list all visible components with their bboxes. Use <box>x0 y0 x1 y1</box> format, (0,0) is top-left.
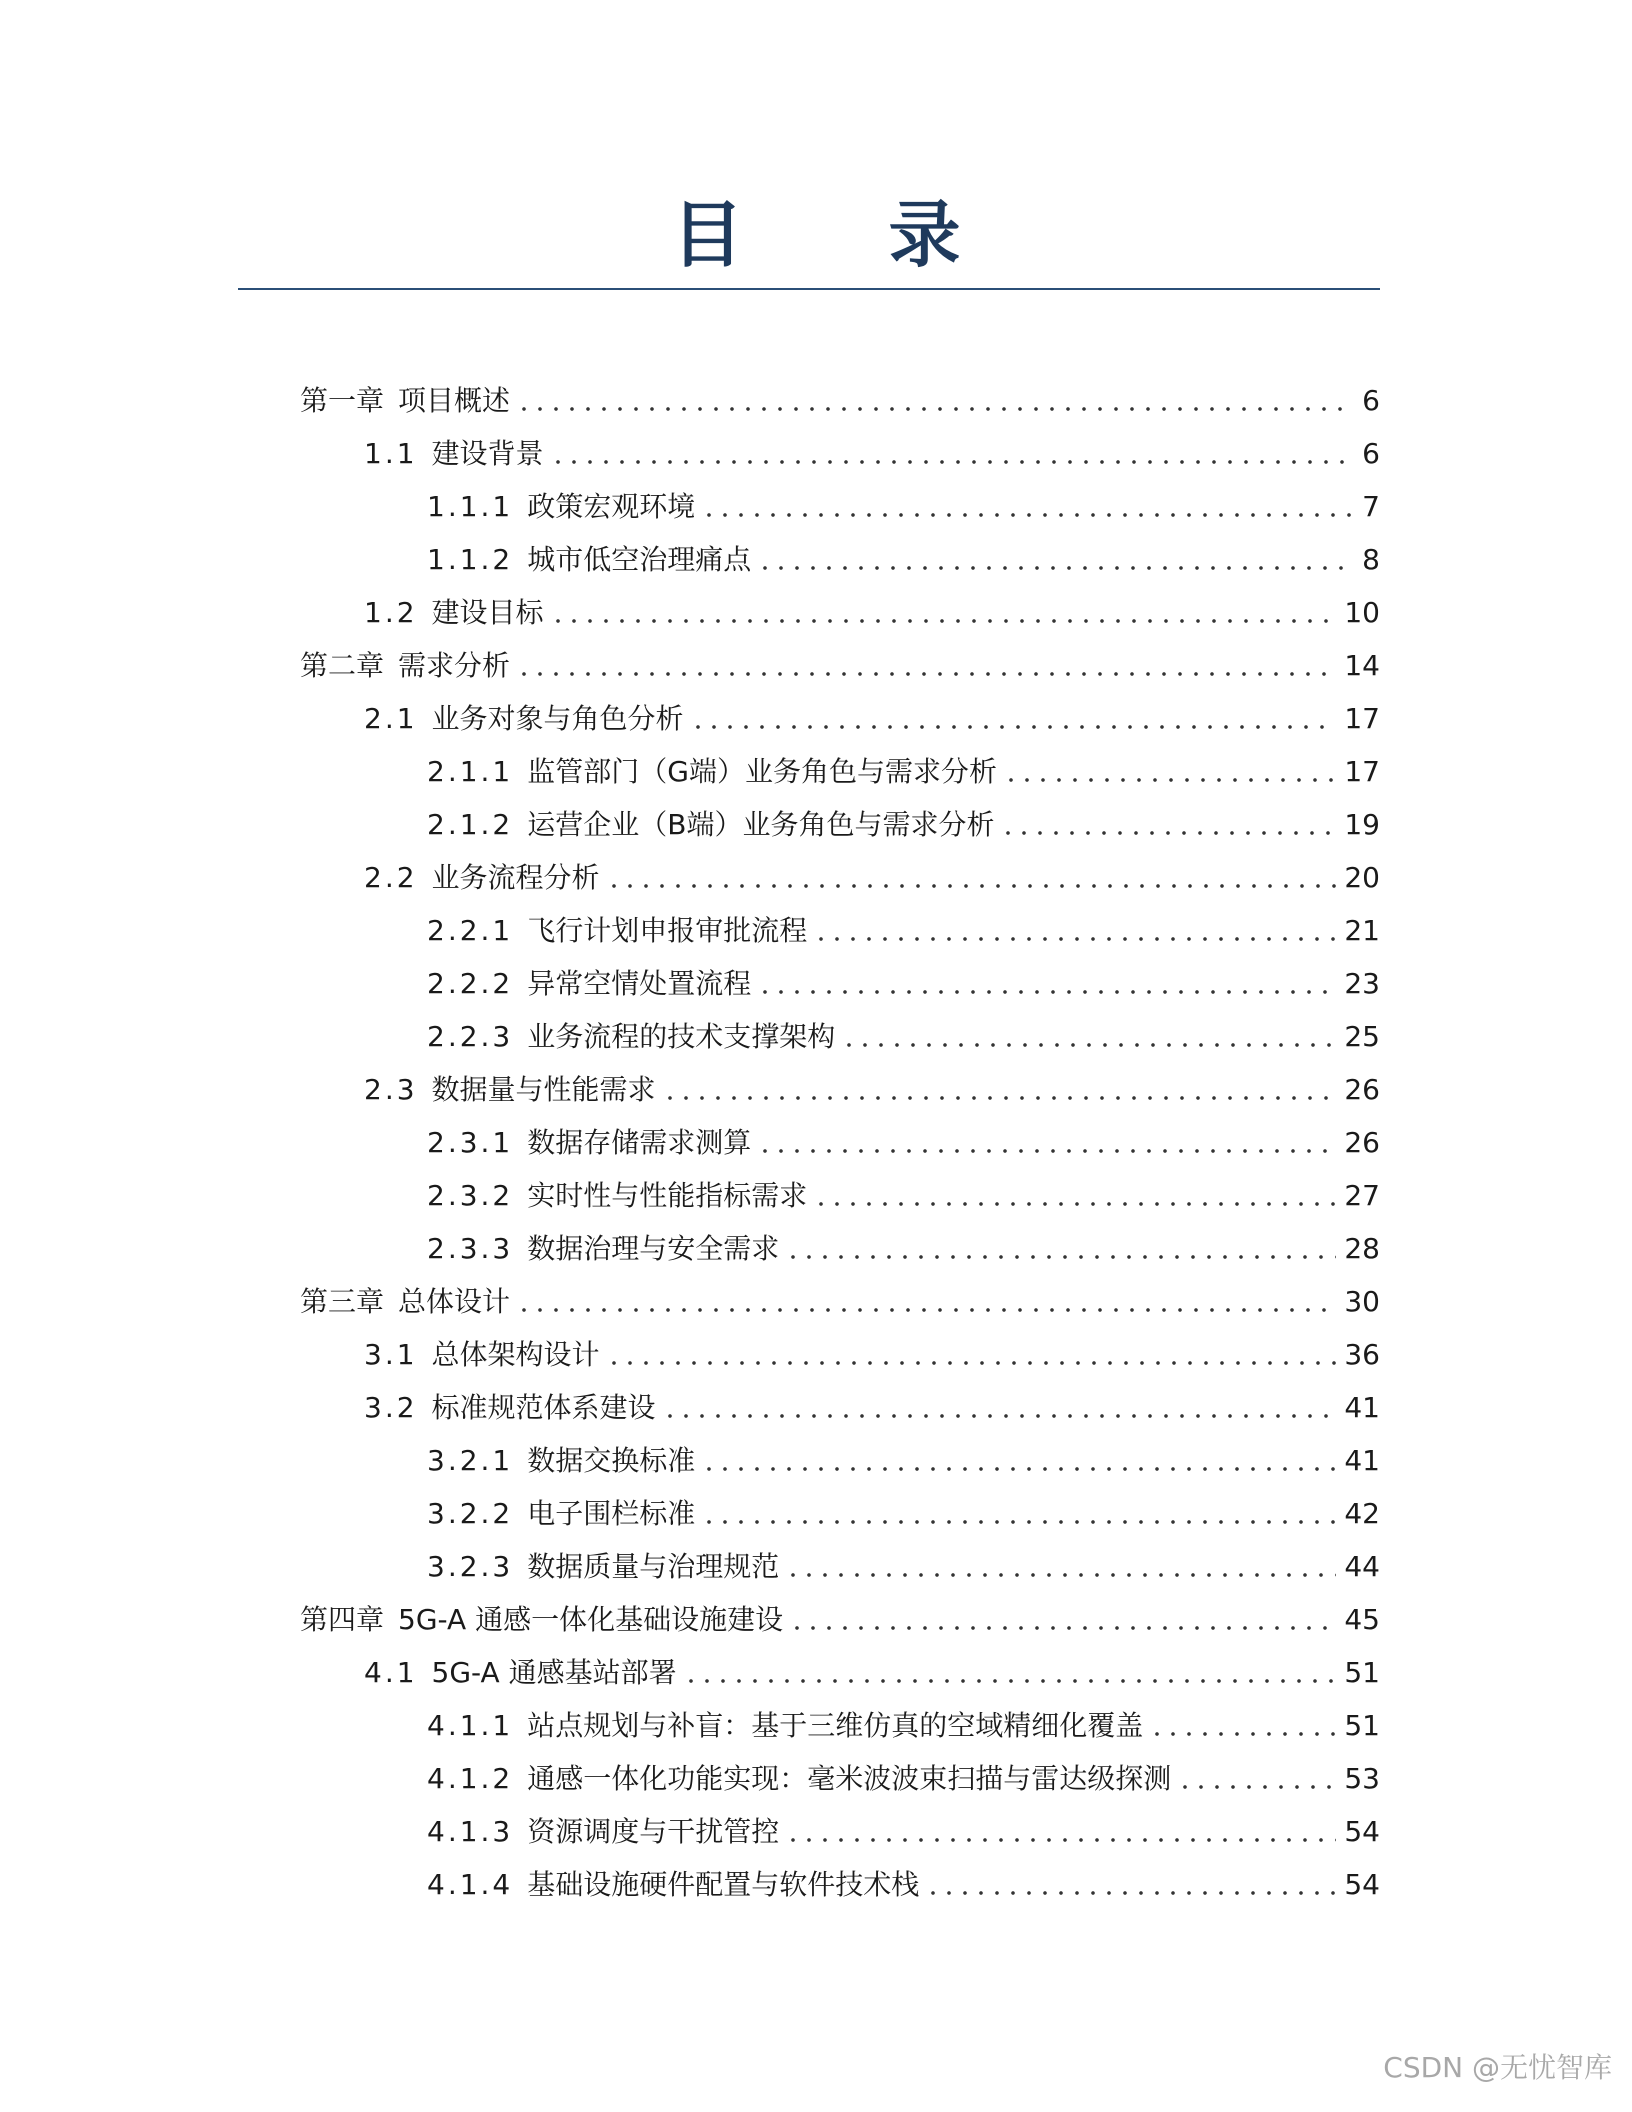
toc-entry-page-number: 54 <box>1344 1814 1380 1848</box>
toc-entry-label: 电子围栏标准 <box>527 1496 696 1530</box>
toc-entry-page-number: 20 <box>1344 860 1380 894</box>
toc-entry-label: 业务流程的技术支撑架构 <box>527 1019 836 1053</box>
toc-entry-page-number: 14 <box>1344 648 1380 682</box>
toc-entry-page-number: 10 <box>1344 595 1380 629</box>
toc-entry-number: 2.3 <box>364 1072 418 1106</box>
dot-leader <box>785 1252 1336 1262</box>
watermark: CSDN @无忧智库 <box>1383 2051 1612 2084</box>
toc-entry-number: 2.3.3 <box>427 1231 514 1265</box>
toc-entry-label: 建设背景 <box>431 436 544 470</box>
toc-entry-number: 2.2 <box>364 860 418 894</box>
toc-entry-page-number: 28 <box>1344 1231 1380 1265</box>
dot-leader <box>757 1146 1336 1156</box>
toc-entry-label: 总体架构设计 <box>431 1337 600 1371</box>
toc-entry[interactable] <box>300 1858 1380 1911</box>
toc-entry-label: 数据量与性能需求 <box>431 1072 656 1106</box>
toc-entry[interactable] <box>300 1169 1380 1222</box>
toc-entry[interactable] <box>300 904 1380 957</box>
dot-leader <box>1003 775 1336 785</box>
toc-entry-label: 数据交换标准 <box>527 1443 696 1477</box>
toc-entry-label: 基础设施硬件配置与软件技术栈 <box>527 1867 920 1901</box>
toc-entry-label: 监管部门（G端）业务角色与需求分析 <box>527 754 997 788</box>
dot-leader <box>1149 1729 1336 1739</box>
toc-entry-page-number: 41 <box>1344 1443 1380 1477</box>
toc-entry-number: 第四章 <box>300 1602 385 1636</box>
dot-leader <box>550 457 1352 467</box>
dot-leader <box>550 616 1337 626</box>
dot-leader <box>516 404 1352 414</box>
table-of-contents <box>300 374 1380 1911</box>
toc-entry-number: 第二章 <box>300 648 385 682</box>
toc-entry[interactable] <box>300 692 1380 745</box>
toc-entry[interactable] <box>300 1275 1380 1328</box>
toc-entry-page-number: 42 <box>1344 1496 1380 1530</box>
toc-entry-number: 4.1.1 <box>427 1708 514 1742</box>
dot-leader <box>662 1411 1337 1421</box>
toc-entry-label: 异常空情处置流程 <box>527 966 752 1000</box>
toc-entry-label: 总体设计 <box>398 1284 511 1318</box>
dot-leader <box>785 1835 1336 1845</box>
toc-entry[interactable] <box>300 851 1380 904</box>
toc-entry-page-number: 44 <box>1344 1549 1380 1583</box>
toc-entry[interactable] <box>300 745 1380 798</box>
toc-entry-page-number: 51 <box>1344 1708 1380 1742</box>
toc-entry[interactable] <box>300 1646 1380 1699</box>
dot-leader <box>1177 1782 1336 1792</box>
toc-entry-label: 运营企业（B端）业务角色与需求分析 <box>527 807 995 841</box>
dot-leader <box>813 934 1336 944</box>
toc-entry-number: 2.1 <box>364 701 418 735</box>
toc-entry-page-number: 17 <box>1344 754 1380 788</box>
toc-entry[interactable] <box>300 1328 1380 1381</box>
toc-entry[interactable] <box>300 480 1380 533</box>
toc-entry-page-number: 23 <box>1344 966 1380 1000</box>
toc-entry-number: 3.2.3 <box>427 1549 514 1583</box>
toc-entry[interactable] <box>300 1540 1380 1593</box>
toc-entry-page-number: 19 <box>1344 807 1380 841</box>
toc-entry[interactable] <box>300 374 1380 427</box>
toc-entry-number: 1.1 <box>364 436 418 470</box>
toc-entry-label: 项目概述 <box>398 383 511 417</box>
toc-entry-label: 城市低空治理痛点 <box>527 542 752 576</box>
dot-leader <box>662 1093 1337 1103</box>
toc-entry-label: 数据治理与安全需求 <box>527 1231 780 1265</box>
toc-entry-page-number: 17 <box>1344 701 1380 735</box>
toc-entry[interactable] <box>300 1487 1380 1540</box>
toc-entry-number: 1.1.1 <box>427 489 514 523</box>
toc-entry[interactable] <box>300 427 1380 480</box>
toc-entry-number: 2.3.2 <box>427 1178 514 1212</box>
dot-leader <box>701 1517 1336 1527</box>
title-divider <box>238 288 1380 290</box>
dot-leader <box>785 1570 1336 1580</box>
toc-entry-label: 业务对象与角色分析 <box>431 701 684 735</box>
toc-entry-page-number: 26 <box>1344 1125 1380 1159</box>
toc-entry-page-number: 53 <box>1344 1761 1380 1795</box>
toc-entry[interactable] <box>300 798 1380 851</box>
toc-entry-number: 2.3.1 <box>427 1125 514 1159</box>
toc-entry-label: 飞行计划申报审批流程 <box>527 913 808 947</box>
dot-leader <box>606 881 1337 891</box>
toc-entry[interactable] <box>300 533 1380 586</box>
toc-entry[interactable] <box>300 1116 1380 1169</box>
toc-entry-number: 3.2.2 <box>427 1496 514 1530</box>
toc-entry-number: 2.1.2 <box>427 807 514 841</box>
toc-entry-label: 标准规范体系建设 <box>431 1390 656 1424</box>
toc-entry-label: 站点规划与补盲：基于三维仿真的空域精细化覆盖 <box>527 1708 1144 1742</box>
toc-entry-label: 业务流程分析 <box>431 860 600 894</box>
dot-leader <box>683 1676 1337 1686</box>
toc-entry-page-number: 30 <box>1344 1284 1380 1318</box>
toc-entry-number: 4.1.4 <box>427 1867 514 1901</box>
toc-entry-page-number: 36 <box>1344 1337 1380 1371</box>
dot-leader <box>757 563 1352 573</box>
toc-entry-label: 5G-A 通感基站部署 <box>431 1655 677 1689</box>
toc-entry-page-number: 8 <box>1362 542 1380 576</box>
toc-entry-page-number: 6 <box>1362 383 1380 417</box>
toc-entry-number: 3.1 <box>364 1337 418 1371</box>
toc-entry-page-number: 7 <box>1362 489 1380 523</box>
toc-entry-label: 资源调度与干扰管控 <box>527 1814 780 1848</box>
toc-entry-number: 4.1.3 <box>427 1814 514 1848</box>
toc-entry[interactable] <box>300 957 1380 1010</box>
dot-leader <box>789 1623 1336 1633</box>
toc-entry-label: 需求分析 <box>398 648 511 682</box>
toc-entry-page-number: 21 <box>1344 913 1380 947</box>
toc-entry-number: 第一章 <box>300 383 385 417</box>
toc-entry-label: 建设目标 <box>431 595 544 629</box>
dot-leader <box>701 510 1352 520</box>
toc-entry-page-number: 41 <box>1344 1390 1380 1424</box>
toc-entry-number: 3.2 <box>364 1390 418 1424</box>
toc-entry[interactable] <box>300 1805 1380 1858</box>
toc-entry-page-number: 6 <box>1362 436 1380 470</box>
toc-entry[interactable] <box>300 1752 1380 1805</box>
toc-entry[interactable] <box>300 1699 1380 1752</box>
dot-leader <box>516 669 1336 679</box>
toc-entry[interactable] <box>300 1063 1380 1116</box>
toc-entry-number: 2.2.1 <box>427 913 514 947</box>
toc-entry-number: 3.2.1 <box>427 1443 514 1477</box>
toc-entry-number: 4.1 <box>364 1655 418 1689</box>
page-title: 目 录 <box>671 193 1021 277</box>
dot-leader <box>1000 828 1336 838</box>
toc-entry[interactable] <box>300 639 1380 692</box>
toc-entry[interactable] <box>300 586 1380 639</box>
toc-entry[interactable] <box>300 1434 1380 1487</box>
toc-entry[interactable] <box>300 1593 1380 1646</box>
toc-entry[interactable] <box>300 1222 1380 1275</box>
toc-entry-label: 实时性与性能指标需求 <box>527 1178 808 1212</box>
dot-leader <box>516 1305 1336 1315</box>
toc-entry-label: 通感一体化功能实现：毫米波波束扫描与雷达级探测 <box>527 1761 1172 1795</box>
dot-leader <box>690 722 1337 732</box>
toc-entry-number: 2.2.3 <box>427 1019 514 1053</box>
dot-leader <box>813 1199 1336 1209</box>
toc-entry-label: 数据存储需求测算 <box>527 1125 752 1159</box>
dot-leader <box>701 1464 1336 1474</box>
toc-entry-number: 1.1.2 <box>427 542 514 576</box>
toc-entry-label: 数据质量与治理规范 <box>527 1549 780 1583</box>
dot-leader <box>925 1888 1336 1898</box>
toc-entry-page-number: 54 <box>1344 1867 1380 1901</box>
toc-entry-page-number: 51 <box>1344 1655 1380 1689</box>
toc-entry[interactable] <box>300 1010 1380 1063</box>
toc-entry[interactable] <box>300 1381 1380 1434</box>
dot-leader <box>841 1040 1336 1050</box>
dot-leader <box>757 987 1336 997</box>
toc-entry-number: 1.2 <box>364 595 418 629</box>
toc-entry-number: 2.2.2 <box>427 966 514 1000</box>
toc-entry-number: 4.1.2 <box>427 1761 514 1795</box>
toc-entry-page-number: 45 <box>1344 1602 1380 1636</box>
toc-entry-number: 2.1.1 <box>427 754 514 788</box>
toc-entry-page-number: 27 <box>1344 1178 1380 1212</box>
toc-entry-page-number: 25 <box>1344 1019 1380 1053</box>
toc-entry-number: 第三章 <box>300 1284 385 1318</box>
toc-entry-label: 政策宏观环境 <box>527 489 696 523</box>
dot-leader <box>606 1358 1337 1368</box>
toc-entry-label: 5G-A 通感一体化基础设施建设 <box>398 1602 784 1636</box>
toc-entry-page-number: 26 <box>1344 1072 1380 1106</box>
